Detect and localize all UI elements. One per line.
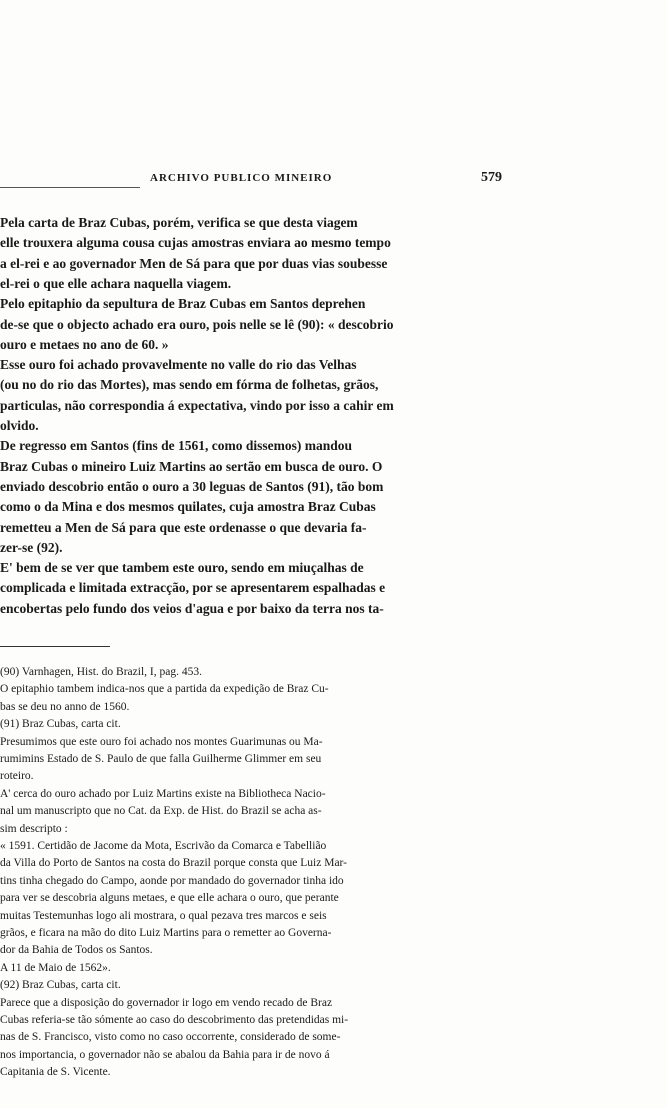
footnote-line: « 1591. Certidão de Jacome da Mota, Escrivão da Comarca e Tabellião <box>0 840 327 852</box>
footnote-line: muitas Testemunhas logo ali mostrara, o qual pezava tres marcos e seis <box>0 909 327 922</box>
footnote-line: rumimins Estado de S. Paulo de que falla Guilherme Glimmer em seu <box>0 753 322 765</box>
body-line: encobertas pelo fundo dos veios d'agua e por baixo da terra nos ta- <box>0 600 384 616</box>
footnote-line: nos importancia, o governador não se abalou da Bahia para ir de novo á <box>0 1048 330 1061</box>
footnote-line: O epitaphio tambem indica-nos que a partida da expedição de Braz Cu- <box>0 683 329 696</box>
running-title: ARCHIVO PUBLICO MINEIRO <box>150 172 333 184</box>
body-line: E' bem de se ver que tambem este ouro, sendo em miuçalhas de <box>0 560 364 576</box>
body-line: particulas, não correspondia á expectativa, vindo por isso a cahir em <box>0 397 394 413</box>
body-line: (ou no do rio das Mortes), mas sendo em fórma de folhetas, grãos, <box>0 377 379 393</box>
footnote-line: Presumimos que este ouro foi achado nos montes Guarimunas ou Ma- <box>0 735 323 748</box>
footnote-line: sim descripto : <box>0 822 68 835</box>
body-line: elle trouxera alguma cousa cujas amostras enviara ao mesmo tempo <box>0 235 391 251</box>
body-line: Esse ouro foi achado provavelmente no valle do rio das Velhas <box>0 357 357 373</box>
footnote-line: grãos, e ficara na mão do dito Luiz Martins para o remetter ao Governa- <box>0 927 332 939</box>
footnote-line: (90) Varnhagen, Hist. do Brazil, I, pag. 453. <box>0 666 202 678</box>
footnote-line: bas se deu no anno de 1560. <box>0 700 130 713</box>
body-line: de-se que o objecto achado era ouro, pois nelle se lê (90): « descobrio <box>0 316 394 332</box>
footnote-rule <box>0 646 110 647</box>
footnote-line: nas de S. Francisco, visto como no caso occorrente, considerado de some- <box>0 1031 341 1044</box>
body-line: como o da Mina e dos mesmos quilates, cuja amostra Braz Cubas <box>0 499 376 515</box>
footnote-line: para ver se descobria alguns metaes, e que elle achara o ouro, que perante <box>0 892 339 905</box>
body-line: zer-se (92). <box>0 539 63 555</box>
footnote-line: nal um manuscripto que no Cat. da Exp. de Hist. do Brazil se acha as- <box>0 805 322 818</box>
footnote-line: (92) Braz Cubas, carta cit. <box>0 979 121 992</box>
footnote-line: Capitania de S. Vicente. <box>0 1066 111 1079</box>
footnote-line: (91) Braz Cubas, carta cit. <box>0 718 121 731</box>
footnote-line: A' cerca do ouro achado por Luiz Martins existe na Bibliotheca Nacio- <box>0 787 326 800</box>
body-line: a el-rei e ao governador Men de Sá para que por duas vias soubesse <box>0 255 388 271</box>
footnote-line: Cubas referia-se tão sómente ao caso do descobrimento das pretendidas mi- <box>0 1014 349 1026</box>
body-line: Pelo epitaphio da sepultura de Braz Cubas em Santos deprehen <box>0 296 366 312</box>
body-line: olvido. <box>0 418 39 433</box>
page-number: 579 <box>481 170 502 185</box>
body-line: complicada e limitada extracção, por se apresentarem espalhadas e <box>0 580 386 596</box>
body-line: el-rei o que elle achara naquella viagem. <box>0 275 232 291</box>
body-line: De regresso em Santos (fins de 1561, como dissemos) mandou <box>0 438 352 454</box>
page-header <box>0 170 520 192</box>
footnote-line: tins tinha chegado do Campo, aonde por mandado do governador tinha ido <box>0 874 344 887</box>
footnote-line: Parece que a disposição do governador ir logo em vendo recado de Braz <box>0 996 333 1009</box>
body-line: Pela carta de Braz Cubas, porém, verifica se que desta viagem <box>0 215 358 230</box>
body-line: remetteu a Men de Sá para que este ordenasse o que devaria fa- <box>0 519 367 535</box>
body-line: ouro e metaes no ano de 60. » <box>0 336 169 352</box>
body-line: enviado descobrio então o ouro a 30 leguas de Santos (91), tão bom <box>0 478 384 494</box>
footnote-line: da Villa do Porto de Santos na costa do Brazil porque consta que Luiz Mar- <box>0 857 347 870</box>
body-line: Braz Cubas o mineiro Luiz Martins ao sertão em busca de ouro. O <box>0 458 383 474</box>
footnote-line: roteiro. <box>0 770 34 783</box>
footnote-line: A 11 de Maio de 1562». <box>0 961 111 974</box>
footnote-line: dor da Bahia de Todos os Santos. <box>0 944 153 957</box>
